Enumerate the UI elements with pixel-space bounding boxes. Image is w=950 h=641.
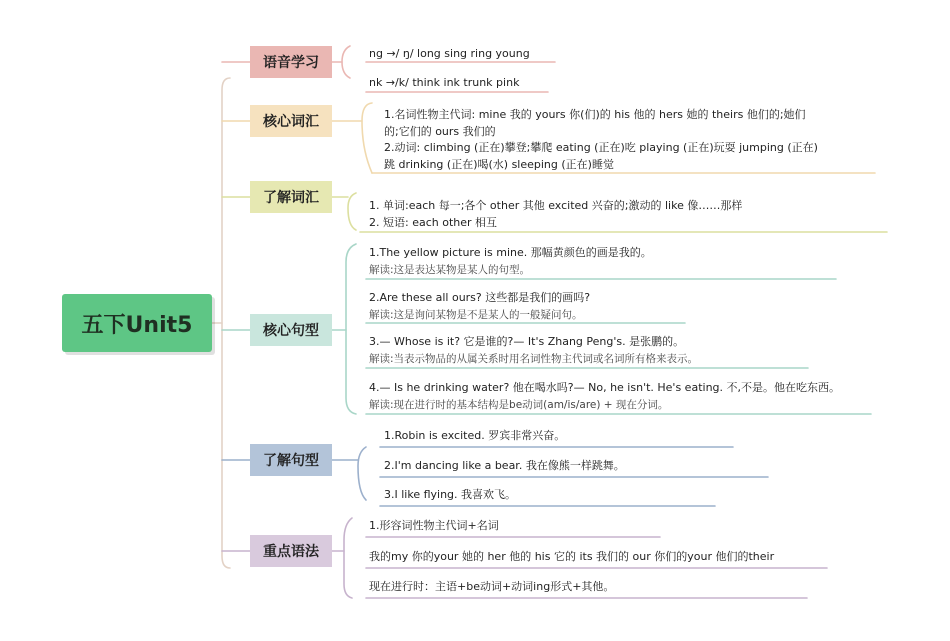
category-label: 语音学习 xyxy=(263,55,319,71)
sentence-text: 2.Are these all ours? 这些都是我们的画吗? xyxy=(369,291,591,304)
liaojie-juxing-item[interactable]: 2.I'm dancing like a bear. 我在像熊一样跳舞。 xyxy=(384,459,625,472)
text-line: 1. 单词:each 每一;各个 other 其他 excited 兴奋的;激动的 like 像……那样 xyxy=(369,199,743,212)
yufa-item[interactable]: 我的my 你的your 她的 her 他的 his 它的 its 我们的 our 你们的your 他们的their xyxy=(369,550,775,563)
text-line: 2.动词: climbing (正在)攀登;攀爬 eating (正在)吃 playing (正在)玩耍 jumping (正在) xyxy=(384,141,818,154)
sentence-item[interactable] xyxy=(369,380,840,413)
sentence-note: 解读:现在进行时的基本结构是be动词(am/is/are) + 现在分词。 xyxy=(369,398,669,411)
hexin-cihui-text[interactable] xyxy=(384,107,818,173)
category-yuyin[interactable] xyxy=(250,46,332,78)
category-hexin-cihui[interactable] xyxy=(250,105,332,137)
category-label: 了解句型 xyxy=(263,453,319,469)
text-line: 1.名词性物主代词: mine 我的 yours 你(们)的 his 他的 hers 她的 theirs 他们的;她们 xyxy=(384,108,806,121)
category-label: 了解词汇 xyxy=(263,190,319,206)
yufa-item[interactable]: 现在进行时：主语+be动词+动词ing形式+其他。 xyxy=(369,580,615,593)
text-line: 跳 drinking (正在)喝(水) sleeping (正在)睡觉 xyxy=(384,157,614,171)
sentence-item[interactable] xyxy=(369,334,698,367)
sentence-note: 解读:这是表达某物是某人的句型。 xyxy=(369,263,531,276)
root-title: 五下Unit5 xyxy=(81,312,193,338)
sentence-text: 3.— Whose is it? 它是谁的?— It's Zhang Peng's. 是张鹏的。 xyxy=(369,335,685,348)
sentence-note: 解读:当表示物品的从属关系时用名词性物主代词或名词所有格来表示。 xyxy=(369,352,699,365)
sentence-item[interactable] xyxy=(369,290,590,323)
category-label: 核心句型 xyxy=(263,323,319,339)
text-line: 的;它们的 ours 我们的 xyxy=(384,124,496,138)
root-topic[interactable] xyxy=(62,294,212,352)
category-label: 重点语法 xyxy=(263,544,319,560)
sentence-text: 4.— Is he drinking water? 他在喝水吗?— No, he isn't. He's eating. 不,不是。他在吃东西。 xyxy=(369,381,841,394)
sentence-item[interactable] xyxy=(369,245,652,278)
liaojie-juxing-item[interactable]: 3.I like flying. 我喜欢飞。 xyxy=(384,488,517,501)
sentence-text: 1.The yellow picture is mine. 那幅黄颜色的画是我的。 xyxy=(369,246,652,259)
liaojie-juxing-item[interactable]: 1.Robin is excited. 罗宾非常兴奋。 xyxy=(384,429,566,442)
yuyin-item[interactable]: nk →/k/ think ink trunk pink xyxy=(369,76,520,89)
category-zhongdian-yufa[interactable] xyxy=(250,535,332,567)
yufa-item[interactable]: 1.形容词性物主代词+名词 xyxy=(369,519,499,532)
sentence-note: 解读:这是询问某物是不是某人的一般疑问句。 xyxy=(369,308,583,321)
category-liaojie-juxing[interactable] xyxy=(250,444,332,476)
liaojie-cihui-text[interactable] xyxy=(369,198,742,231)
yuyin-item[interactable]: ng →/ ŋ/ long sing ring young xyxy=(369,47,530,60)
category-label: 核心词汇 xyxy=(263,114,319,130)
text-line: 2. 短语: each other 相互 xyxy=(369,215,498,229)
category-liaojie-cihui[interactable] xyxy=(250,181,332,213)
category-hexin-juxing[interactable] xyxy=(250,314,332,346)
